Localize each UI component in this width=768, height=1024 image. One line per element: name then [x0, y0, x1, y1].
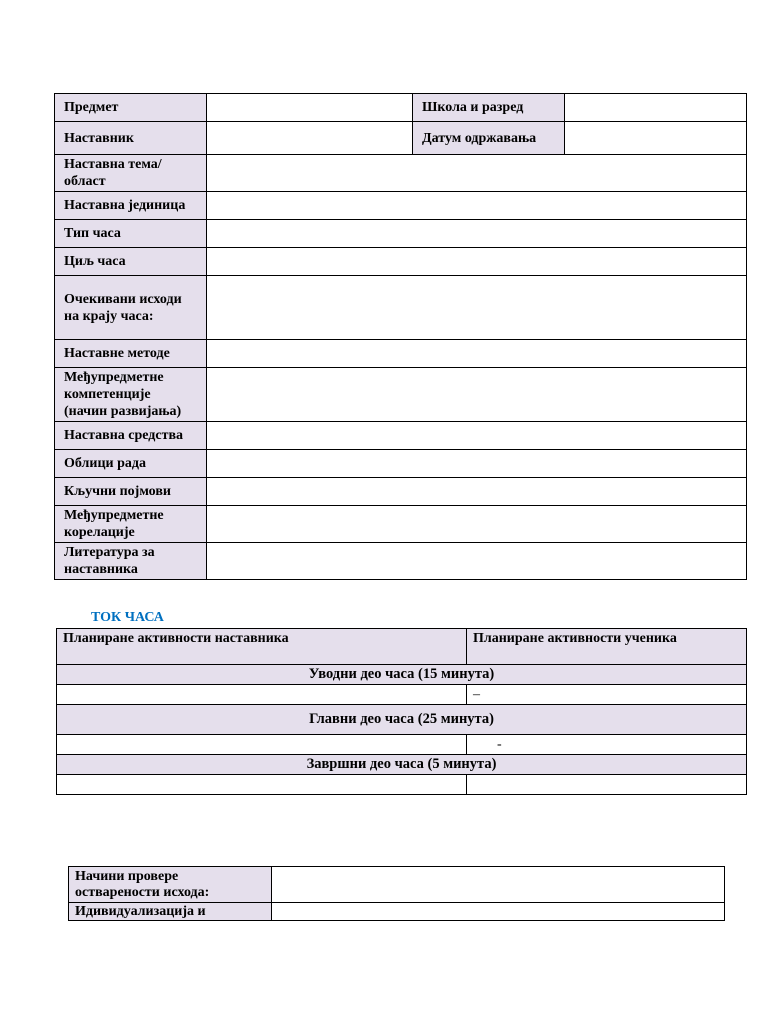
goal-label: Циљ часа	[55, 248, 207, 276]
student-activities-header: Планиране активности ученика	[467, 629, 747, 665]
methods-value[interactable]	[207, 340, 747, 368]
evaluation-table	[68, 866, 725, 921]
intro-section-header: Уводни део часа (15 минута)	[57, 665, 747, 685]
resources-label: Наставна средства	[55, 422, 207, 450]
key-terms-value[interactable]	[207, 478, 747, 506]
goal-value[interactable]	[207, 248, 747, 276]
unit-value[interactable]	[207, 192, 747, 220]
lesson-flow-table	[56, 628, 747, 795]
individualization-label: Идивидуализација и	[69, 903, 272, 921]
subject-label: Предмет	[55, 94, 207, 122]
topic-label: Наставна тема/област	[55, 155, 207, 192]
outcomes-label: Очекивани исходи на крају часа:	[55, 276, 207, 340]
final-section-header: Завршни део часа (5 минута)	[57, 755, 747, 775]
final-teacher-cell[interactable]	[57, 775, 467, 795]
teacher-activities-header: Планиране активности наставника	[57, 629, 467, 665]
lesson-type-label: Тип часа	[55, 220, 207, 248]
competences-label: Међупредметне компетенције (начин развијања)	[55, 368, 207, 422]
date-label: Датум одржавања	[413, 122, 565, 155]
teacher-label: Наставник	[55, 122, 207, 155]
methods-label: Наставне методе	[55, 340, 207, 368]
competences-value[interactable]	[207, 368, 747, 422]
school-grade-label: Школа и разред	[413, 94, 565, 122]
correlations-value[interactable]	[207, 506, 747, 543]
literature-value[interactable]	[207, 543, 747, 580]
unit-label: Наставна јединица	[55, 192, 207, 220]
work-forms-value[interactable]	[207, 450, 747, 478]
date-value[interactable]	[565, 122, 747, 155]
lesson-type-value[interactable]	[207, 220, 747, 248]
work-forms-label: Облици рада	[55, 450, 207, 478]
final-student-cell[interactable]	[467, 775, 747, 795]
topic-value[interactable]	[207, 155, 747, 192]
main-teacher-cell[interactable]	[57, 735, 467, 755]
check-methods-value[interactable]	[272, 867, 725, 903]
key-terms-label: Кључни појмови	[55, 478, 207, 506]
subject-value[interactable]	[207, 94, 413, 122]
correlations-label: Међупредметне корелације	[55, 506, 207, 543]
resources-value[interactable]	[207, 422, 747, 450]
individualization-value[interactable]	[272, 903, 725, 921]
teacher-value[interactable]	[207, 122, 413, 155]
intro-teacher-cell[interactable]	[57, 685, 467, 705]
main-student-cell[interactable]: -	[467, 735, 747, 755]
lesson-flow-title: ТОК ЧАСА	[91, 610, 164, 625]
outcomes-value[interactable]	[207, 276, 747, 340]
lesson-info-table	[54, 93, 747, 580]
main-section-header: Главни део часа (25 минута)	[57, 705, 747, 735]
intro-student-cell[interactable]: –	[467, 685, 747, 705]
school-grade-value[interactable]	[565, 94, 747, 122]
literature-label: Литература за наставника	[55, 543, 207, 580]
check-methods-label: Начини провере остварености исхода:	[69, 867, 272, 903]
